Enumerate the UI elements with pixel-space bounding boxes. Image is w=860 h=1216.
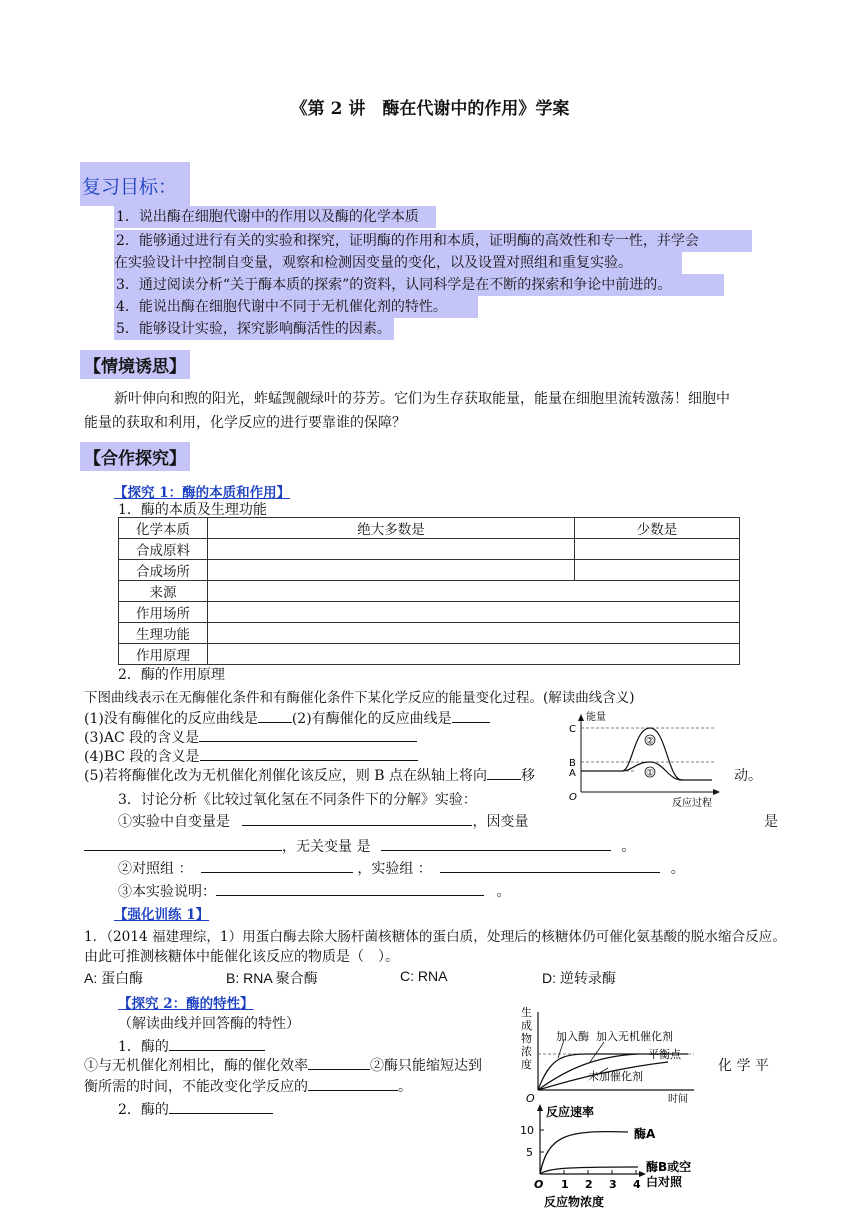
table-cell[interactable] xyxy=(575,539,740,560)
q1-text: (1)没有酶催化的反应曲线是 xyxy=(84,711,258,727)
origin-label: O xyxy=(526,1092,535,1104)
q4-text: (4)BC 段的含义是 xyxy=(84,749,200,765)
experiment-line-3 xyxy=(118,858,685,878)
item-1-text: 1．酶的 xyxy=(118,1039,169,1055)
answer-blank[interactable] xyxy=(487,766,521,780)
question-5 xyxy=(84,765,535,785)
xlabel: 时间 xyxy=(668,1094,688,1104)
energy-chart xyxy=(564,708,734,812)
objectives-heading: 复习目标： xyxy=(80,162,190,206)
explore-2-item-1 xyxy=(118,1036,265,1056)
e1-text: ①实验中自变量是 xyxy=(118,814,230,830)
scenario-line-1: 新叶伸向和煦的阳光，蚱蜢觊觎绿叶的芬芳。它们为生存获取能量，能量在细胞里流转激荡！细胞中 xyxy=(114,391,730,407)
explore-2-sub: （解读曲线并回答酶的特性） xyxy=(118,1016,300,1032)
explore-1-link[interactable]: 【探究 1：酶的本质和作用】 xyxy=(114,485,291,501)
objective-1: 1．说出酶在细胞代谢中的作用以及酶的化学本质 xyxy=(114,206,436,228)
answer-blank[interactable] xyxy=(84,837,282,851)
answer-blank[interactable] xyxy=(308,1077,398,1091)
table-header: 少数是 xyxy=(575,518,740,539)
answer-blank[interactable] xyxy=(169,1037,265,1051)
xtick-1: 1 xyxy=(561,1178,569,1191)
objective-5: 5．能够设计实验，探究影响酶活性的因素。 xyxy=(114,318,394,340)
scenario-line-2: 能量的获取和利用，化学反应的进行要靠谁的保障？ xyxy=(84,415,406,431)
xtick-2: 2 xyxy=(585,1178,593,1191)
explore-2-item-2 xyxy=(118,1099,273,1119)
q2-text: (2)有酶催化的反应曲线是 xyxy=(291,711,452,727)
answer-blank[interactable] xyxy=(199,728,417,742)
l2-text: 衡所需的时间，不能改变化学反应的 xyxy=(84,1079,308,1095)
label-no-catalyst: 未加催化剂 xyxy=(588,1070,643,1083)
table-row-label: 作用原理 xyxy=(119,644,208,665)
training-link[interactable]: 【强化训练 1】 xyxy=(114,907,210,923)
table-row-label: 作用场所 xyxy=(119,602,208,623)
answer-blank[interactable] xyxy=(201,859,353,873)
answer-blank[interactable] xyxy=(308,1056,370,1070)
question-1-2 xyxy=(84,708,490,728)
question-4 xyxy=(84,746,418,766)
option-b[interactable]: B: RNA 聚合酶 xyxy=(226,970,318,986)
table-row-label: 合成场所 xyxy=(119,560,208,581)
ytick-5: 5 xyxy=(526,1146,533,1159)
objective-2a: 2．能够通过进行有关的实验和探究，证明酶的作用和本质，证明酶的高效性和专一性，并学会 xyxy=(114,230,752,252)
item-2-text: 2．酶的 xyxy=(118,1102,169,1118)
curve-2-label: ② xyxy=(645,736,655,747)
table-header: 绝大多数是 xyxy=(208,518,575,539)
option-c[interactable]: C: RNA xyxy=(400,968,448,984)
ylabel-char: 浓 xyxy=(521,1045,532,1058)
e2-text-b: ，实验组 ： xyxy=(357,861,432,877)
experiment-line-4 xyxy=(118,881,510,901)
answer-blank[interactable] xyxy=(200,747,418,761)
q5-text-move: 移 xyxy=(521,768,536,784)
scenario-heading: 【情境诱思】 xyxy=(80,350,190,379)
table-row-label: 合成原料 xyxy=(119,539,208,560)
enzyme-nature-table xyxy=(118,517,740,665)
answer-blank[interactable] xyxy=(452,709,490,723)
point-c: C xyxy=(569,724,576,735)
e3-end: 。 xyxy=(496,884,511,900)
answer-blank[interactable] xyxy=(242,812,472,826)
option-a[interactable]: A: 蛋白酶 xyxy=(84,970,144,986)
explore-2-link[interactable]: 【探究 2：酶的特性】 xyxy=(118,996,254,1012)
e2-end: 。 xyxy=(670,861,685,877)
label-enzyme: 加入酶 xyxy=(556,1030,589,1043)
experiment-line-2 xyxy=(84,836,635,856)
ytick-10: 10 xyxy=(520,1124,534,1137)
curve-enzyme-b-2: 白对照 xyxy=(646,1175,683,1189)
l1-text-b: ②酶只能缩短达到 xyxy=(370,1058,482,1074)
question-3 xyxy=(84,727,417,747)
q3-text: (3)AC 段的含义是 xyxy=(84,730,200,746)
xtick-origin: O xyxy=(534,1178,544,1191)
experiment-line-1 xyxy=(118,811,528,831)
curve-1-label: ① xyxy=(645,768,655,779)
q5-text: (5)若将酶催化改为无机催化剂催化该反应，则 B 点在纵轴上将向 xyxy=(84,768,488,784)
training-question-line-2: 由此可推测核糖体中能催化该反应的物质是（ ）。 xyxy=(84,949,399,965)
table-row-label: 生理功能 xyxy=(119,623,208,644)
table-cell[interactable] xyxy=(208,644,740,665)
item-3-label: 3．讨论分析《比较过氧化氢在不同条件下的分解》实验： xyxy=(118,792,477,808)
table-cell[interactable] xyxy=(208,602,740,623)
e2-text: ②对照组 ： xyxy=(118,861,193,877)
table-cell[interactable] xyxy=(575,560,740,581)
ylabel-char: 生 xyxy=(521,1006,532,1019)
rate-ylabel: 反应速率 xyxy=(546,1105,595,1119)
ylabel-char: 物 xyxy=(521,1032,532,1045)
cooperate-heading: 【合作探究】 xyxy=(80,442,190,471)
explore-2-line-2 xyxy=(84,1076,412,1096)
answer-blank[interactable] xyxy=(216,882,484,896)
explore-2-line-1-end: 化 学 平 xyxy=(718,1058,769,1074)
ylabel-char: 成 xyxy=(521,1019,532,1032)
table-header: 化学本质 xyxy=(119,518,208,539)
xtick-3: 3 xyxy=(609,1178,617,1191)
point-a: A xyxy=(569,768,576,779)
table-row-label: 来源 xyxy=(119,581,208,602)
energy-ylabel: 能量 xyxy=(586,712,606,723)
rate-chart xyxy=(518,1104,728,1214)
origin-label: O xyxy=(569,792,577,803)
e3-text: ③本实验说明： xyxy=(118,884,216,900)
objective-4: 4．能说出酶在细胞代谢中不同于无机催化剂的特性。 xyxy=(114,296,478,318)
l2-end: 。 xyxy=(398,1079,412,1095)
answer-blank[interactable] xyxy=(258,709,292,723)
l1-text: ①与无机催化剂相比，酶的催化效率 xyxy=(84,1058,308,1074)
principle-intro: 下图曲线表示在无酶催化条件和有酶催化条件下某化学反应的能量变化过程。(解读曲线含义) xyxy=(84,690,635,706)
label-inorganic: 加入无机催化剂 xyxy=(596,1030,673,1043)
label-equilibrium: 平衡点 xyxy=(648,1048,681,1061)
answer-blank[interactable] xyxy=(440,859,660,873)
point-b: B xyxy=(569,758,576,769)
energy-xlabel: 反应过程 xyxy=(672,798,712,809)
curve-enzyme-b-1: 酶B或空 xyxy=(646,1160,692,1174)
answer-blank[interactable] xyxy=(381,837,611,851)
training-question-line-1: 1．（2014 福建理综，1）用蛋白酶去除大肠杆菌核糖体的蛋白质，处理后的核糖体仍可催化氨基酸的脱水缩合反应。 xyxy=(84,929,786,945)
page-title: 《第 2 讲 酶在代谢中的作用》学案 xyxy=(290,99,570,119)
table-cell[interactable] xyxy=(208,539,575,560)
objective-3: 3．通过阅读分析“关于酶本质的探索”的资料，认同科学是在不断的探索和争论中前进的。 xyxy=(114,274,724,296)
table-cell[interactable] xyxy=(208,581,740,602)
e1-text-b: ，因变量 xyxy=(472,814,529,830)
table-cell[interactable] xyxy=(208,560,575,581)
item-2-label: 2．酶的作用原理 xyxy=(118,667,225,683)
e1-end: 。 xyxy=(621,839,636,855)
e1-is: 是 xyxy=(764,814,778,830)
explore-2-line-1 xyxy=(84,1055,482,1075)
xtick-4: 4 xyxy=(633,1178,641,1191)
e1-text-d: ，无关变量 是 xyxy=(282,839,371,855)
ylabel-char: 度 xyxy=(521,1058,532,1071)
objective-2b: 在实验设计中控制自变量，观察和检测因变量的变化，以及设置对照组和重复实验。 xyxy=(114,252,682,274)
curve-enzyme-a: 酶A xyxy=(634,1127,656,1141)
answer-blank[interactable] xyxy=(169,1100,273,1114)
q5-end: 动。 xyxy=(734,768,762,784)
table-cell[interactable] xyxy=(208,623,740,644)
item-1-label: 1．酶的本质及生理功能 xyxy=(118,502,267,518)
option-d[interactable]: D: 逆转录酶 xyxy=(542,970,616,986)
product-chart xyxy=(518,998,718,1104)
rate-xlabel: 反应物浓度 xyxy=(544,1195,605,1209)
